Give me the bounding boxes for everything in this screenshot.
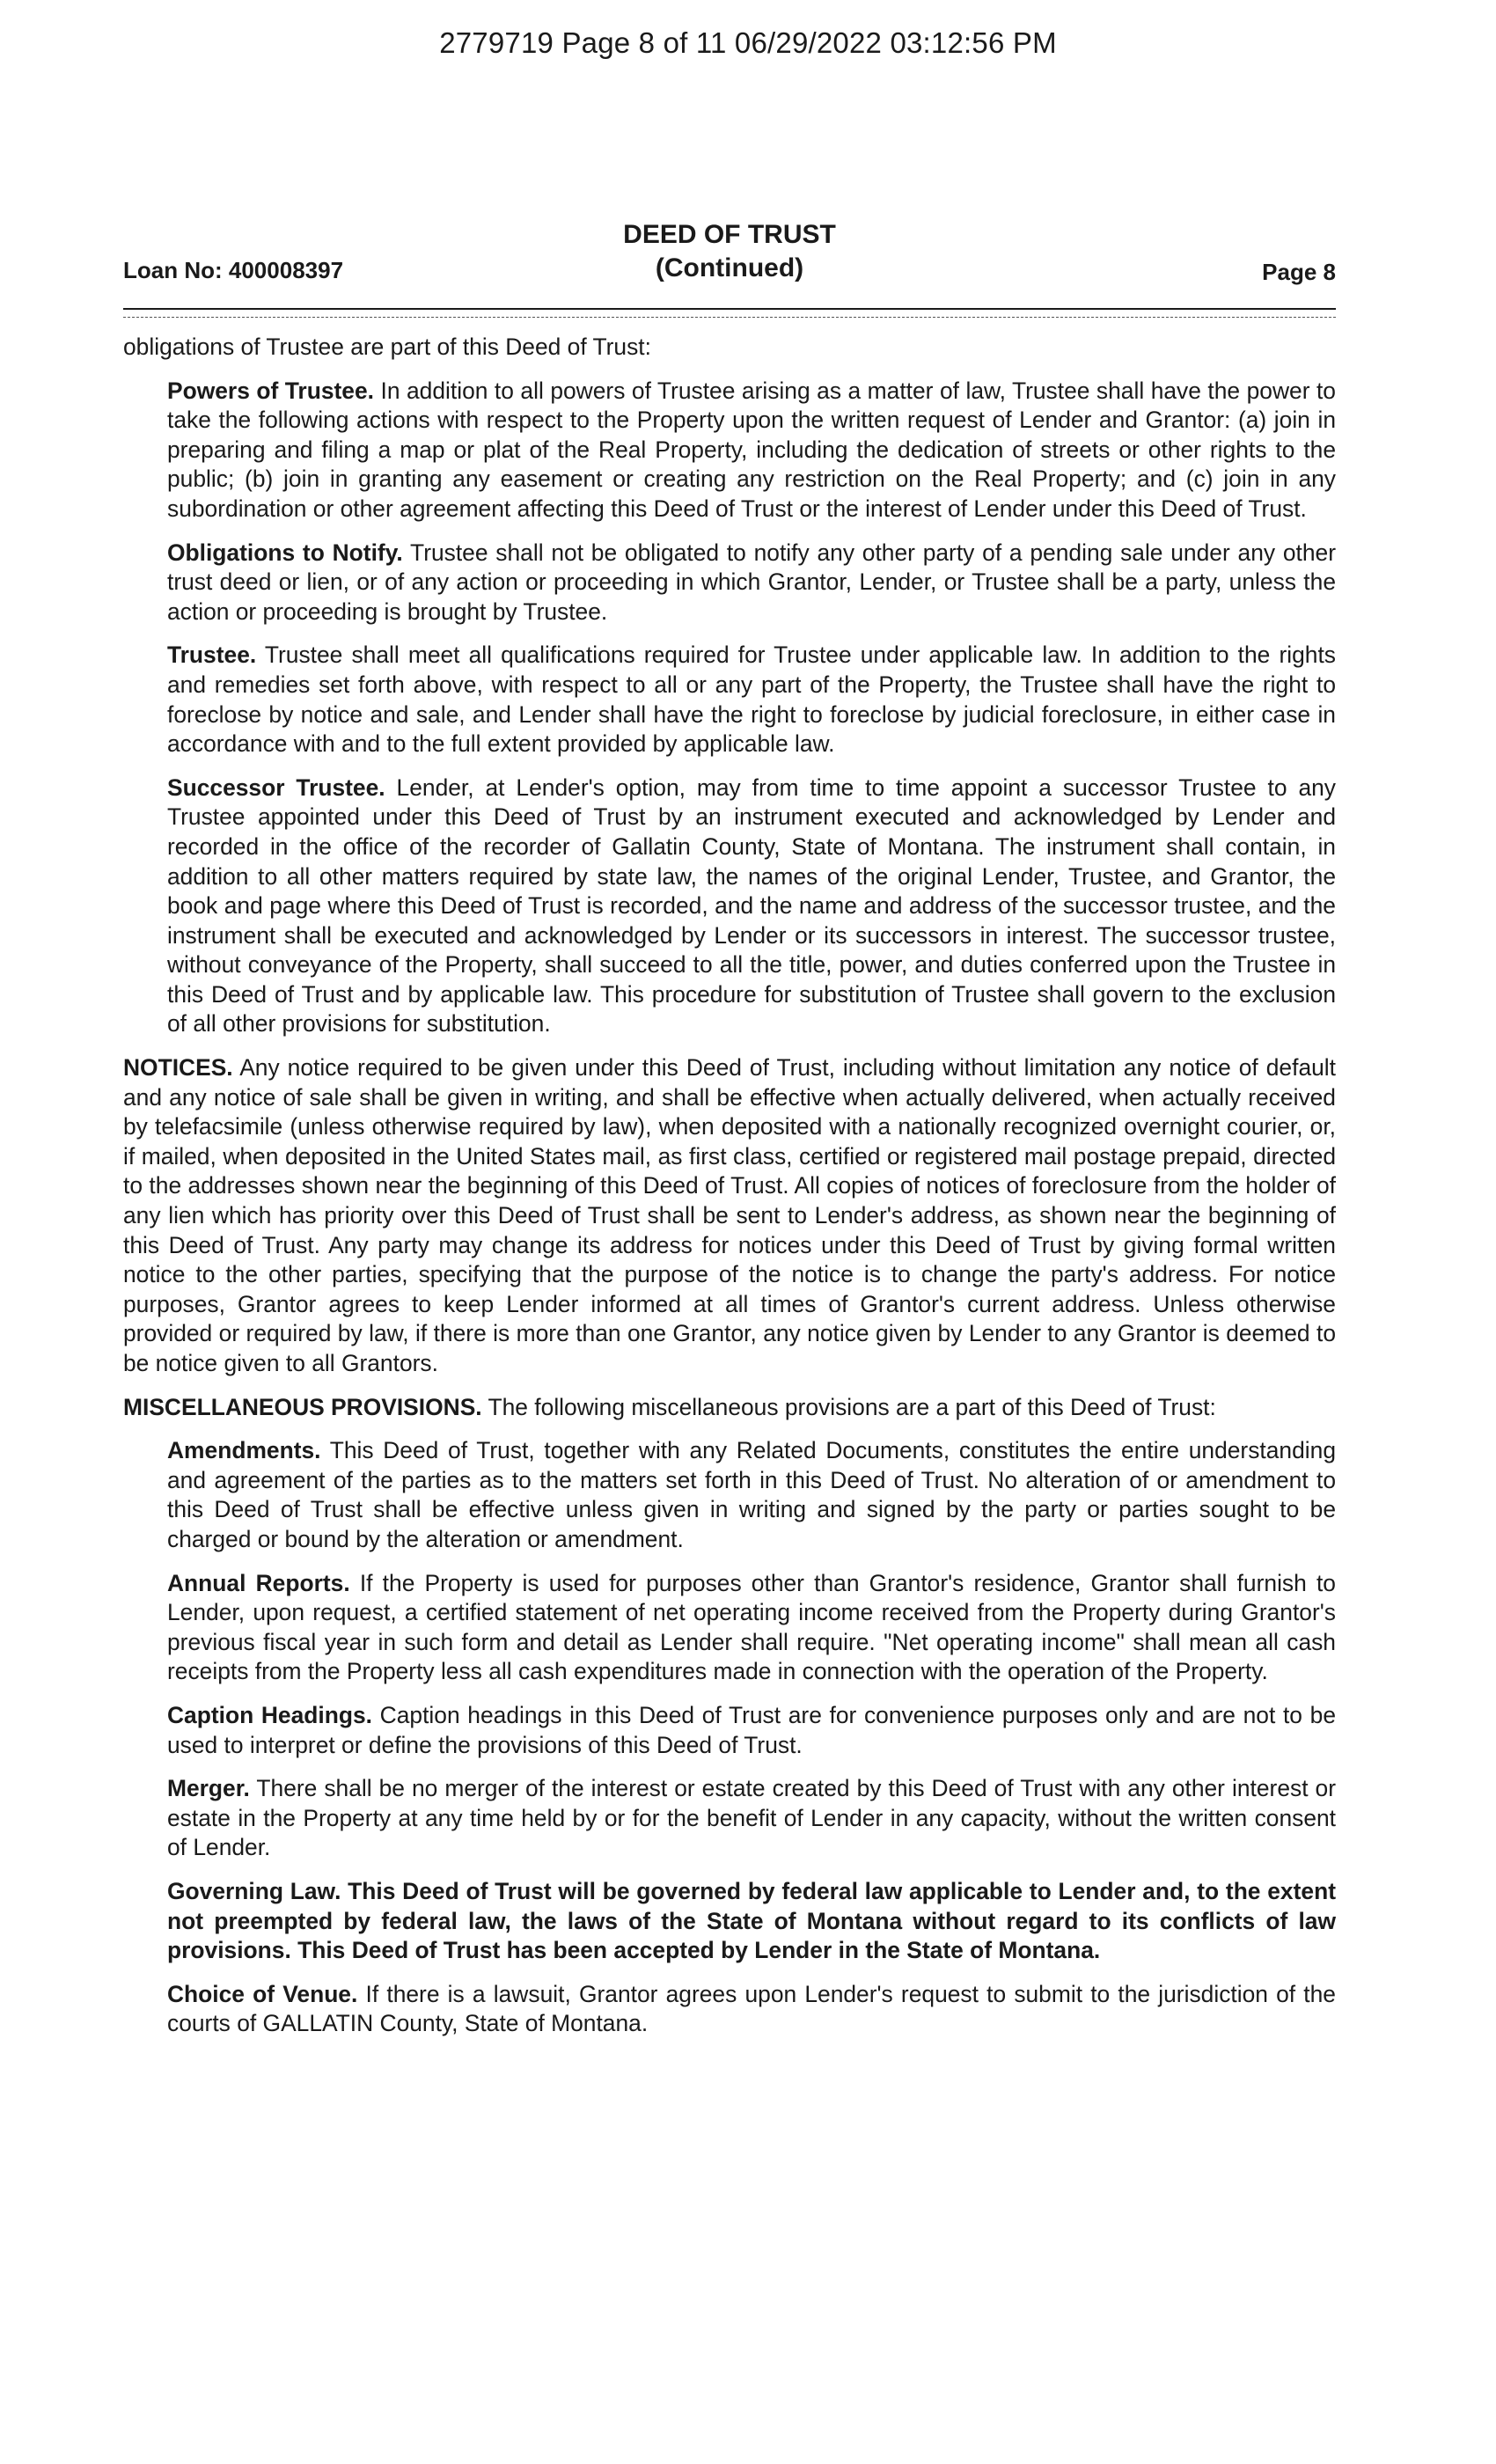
section-heading: Merger.	[167, 1775, 250, 1802]
section-text: There shall be no merger of the interest or estate created by this Deed of Trust with any other interest or estate in the Property at any time held by or for the benefit of Lender in any capacity, without the written consent of Lender.	[167, 1775, 1336, 1861]
section-heading: Governing Law.	[167, 1877, 341, 1904]
section-text: Trustee shall meet all qualifications required for Trustee under applicable law. In addition to the rights and remedies set forth above, with respect to all or any part of the Property, the Trustee shall have the right to foreclose by notice and sale, and Lender shall have the right to foreclose by judicial foreclosure, in either case in accordance with and to the full extent provided by applicable law.	[167, 642, 1337, 758]
section-text: If the Property is used for purposes other than Grantor's residence, Grantor shall furnish to Lender, upon request, a certified statement of net operating income received from the Property during Grantor's previous fiscal year in such form and detail as Lender shall require. "Net operating income" shall mean all cash receipts from the Property less all cash expenditures made in connection with the operation of the Property.	[167, 1569, 1336, 1685]
section-heading: Caption Headings.	[167, 1701, 372, 1728]
section-text: This Deed of Trust will be governed by federal law applicable to Lender and, to the extent not preempted by federal law, the laws of the State of Montana without regard to its conflicts of law provisions. This Deed of Trust has been accepted by Lender in the State of Montana.	[167, 1877, 1336, 1964]
caption-headings-paragraph	[167, 1701, 1336, 1760]
page-number: Page 8	[1262, 259, 1336, 285]
section-text: If there is a lawsuit, Grantor agrees upon Lender's request to submit to the jurisdiction of the courts of GALLATIN County, State of Montana.	[167, 1980, 1336, 2037]
section-heading: MISCELLANEOUS PROVISIONS.	[123, 1393, 482, 1420]
section-text: Caption headings in this Deed of Trust are for convenience purposes only and are not to be used to interpret or define the provisions of this Deed of Trust.	[167, 1701, 1336, 1758]
section-text: Trustee shall not be obligated to notify any other party of a pending sale under any other trust deed or lien, or of any action or proceeding in which Grantor, Lender, or Trustee shall be a party, unless the action or proceeding is brought by Trustee.	[167, 539, 1336, 625]
document-header	[123, 218, 1336, 289]
section-heading: Choice of Venue.	[167, 1980, 358, 2007]
annual-reports-paragraph	[167, 1569, 1336, 1687]
title-line-1: DEED OF TRUST	[623, 220, 836, 249]
loan-number-value: 400008397	[228, 257, 344, 283]
obligations-to-notify-paragraph	[167, 539, 1336, 627]
section-heading: NOTICES.	[123, 1054, 233, 1082]
loan-label: Loan No:	[123, 257, 223, 283]
section-heading: Powers of Trustee.	[167, 377, 374, 404]
section-heading: Annual Reports.	[167, 1569, 350, 1596]
title-line-2: (Continued)	[655, 253, 804, 282]
merger-paragraph	[167, 1774, 1336, 1863]
section-text: Any notice required to be given under this Deed of Trust, including without limitation any notice of default and any notice of sale shall be given in writing, and shall be effective when actually delivered, when actually received by telefacsimile (unless otherwise required by law), when deposited with a nationally recognized overnight courier, or, if mailed, when deposited in the United States mail, as first class, certified or registered mail postage prepaid, directed to the addresses shown near the beginning of this Deed of Trust. All copies of notices of foreclosure from the holder of any lien which has priority over this Deed of Trust shall be sent to Lender's address, as shown near the beginning of this Deed of Trust. Any party may change its address for notices under this Deed of Trust by giving formal written notice to the other parties, specifying that the purpose of the notice is to change the party's address. For notice purposes, Grantor agrees to keep Lender informed at all times of Grantor's current address. Unless otherwise provided or required by law, if there is more than one Grantor, any notice given by Lender to any Grantor is deemed to be notice given to all Grantors.	[123, 1054, 1336, 1376]
recording-stamp: 2779719 Page 8 of 11 06/29/2022 03:12:56 PM	[439, 26, 1057, 59]
section-heading: Obligations to Notify.	[167, 539, 403, 566]
section-text: The following miscellaneous provisions are a part of this Deed of Trust:	[488, 1393, 1216, 1420]
section-text: Lender, at Lender's option, may from time to time appoint a successor Trustee to any Trustee appointed under this Deed of Trust by an instrument executed and acknowledged by Lender and recorded in the office of the recorder of Gallatin County, State of Montana. The instrument shall contain, in addition to all other matters required by state law, the names of the original Lender, Trustee, and Grantor, the book and page where this Deed of Trust is recorded, and the name and address of the successor trustee, and the instrument shall be executed and acknowledged by Lender or its successors in interest. The successor trustee, without conveyance of the Property, shall succeed to all the title, power, and duties conferred upon the Trustee in this Deed of Trust and by applicable law. This procedure for substitution of Trustee shall govern to the exclusion of all other provisions for substitution.	[167, 774, 1336, 1038]
powers-of-trustee-paragraph	[167, 377, 1336, 524]
document-body	[123, 333, 1336, 2053]
section-text: In addition to all powers of Trustee arising as a matter of law, Trustee shall have the power to take the following actions with respect to the Property upon the written request of Lender and Grantor: (a) join in preparing and filing a map or plat of the Real Property, including the dedication of streets or other rights to the public; (b) join in granting any easement or creating any restriction on the Real Property; and (c) join in any subordination or other agreement affecting this Deed of Trust or the interest of Lender under this Deed of Trust.	[167, 377, 1336, 522]
section-heading: Successor Trustee.	[167, 774, 385, 801]
amendments-paragraph	[167, 1436, 1336, 1554]
notices-paragraph	[123, 1053, 1336, 1379]
intro-paragraph: obligations of Trustee are part of this Deed of Trust:	[123, 334, 651, 360]
section-heading: Amendments.	[167, 1437, 321, 1464]
governing-law-paragraph	[167, 1877, 1336, 1966]
choice-of-venue-paragraph	[167, 1980, 1336, 2039]
trustee-paragraph	[167, 641, 1336, 759]
successor-trustee-paragraph	[167, 774, 1336, 1039]
document-title	[123, 218, 1336, 285]
header-divider	[123, 308, 1336, 318]
miscellaneous-provisions-paragraph	[123, 1393, 1336, 1423]
section-text: This Deed of Trust, together with any Related Documents, constitutes the entire understanding and agreement of the parties as to the matters set forth in this Deed of Trust. No alteration of or amendment to this Deed of Trust shall be effective unless given in writing and signed by the party or parties sought to be charged or bound by the alteration or amendment.	[167, 1437, 1336, 1552]
section-heading: Trustee.	[167, 642, 257, 669]
